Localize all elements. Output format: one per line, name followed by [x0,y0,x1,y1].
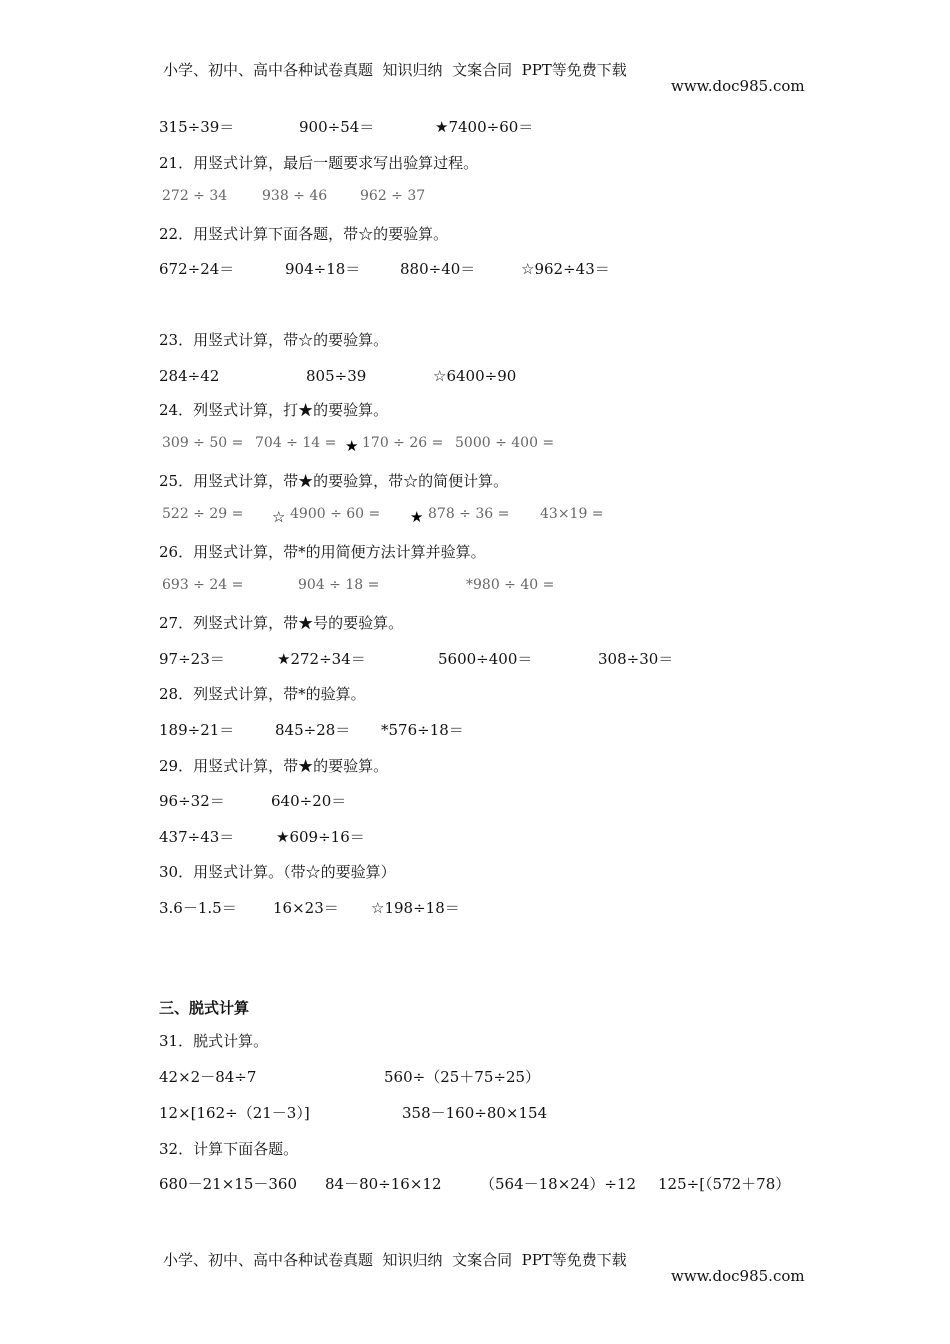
problem: 84－80÷16×12 [325,1175,442,1193]
problem: 880÷40＝ [400,260,476,278]
problem: 640÷20＝ [271,792,347,810]
problem: 315÷39＝ [159,118,235,136]
problem: *576÷18＝ [381,721,464,739]
problem: ☆6400÷90 [433,367,517,385]
problem: 4900 ÷ 60 = [290,506,381,522]
problem: 272 ÷ 34 [162,188,228,204]
question-21-title: 21．用竖式计算，最后一题要求写出验算过程。 [159,154,479,172]
problem: ☆962÷43＝ [521,260,610,278]
problem: 12×[162÷（21－3）] [159,1104,310,1122]
problem: 308÷30＝ [598,650,674,668]
question-30-title: 30．用竖式计算。（带☆的要验算） [159,863,396,881]
problem: ★609÷16＝ [276,828,365,846]
question-31-title: 31．脱式计算。 [159,1032,269,1050]
problem: 704 ÷ 14 = [255,435,337,451]
question-27-title: 27．列竖式计算，带★号的要验算。 [159,614,404,632]
problem: 97÷23＝ [159,650,225,668]
problem: 358－160÷80×154 [402,1104,548,1122]
problem: 805÷39 [306,367,367,385]
question-28-title: 28．列竖式计算，带*的验算。 [159,685,366,703]
problem: 900÷54＝ [299,118,375,136]
page-header [0,41,950,95]
problem: 437÷43＝ [159,828,235,846]
problem: 693 ÷ 24 = [162,577,244,593]
problem: 125÷[（572＋78） [658,1175,791,1193]
problem: 309 ÷ 50 = [162,435,244,451]
question-32-title: 32．计算下面各题。 [159,1140,299,1158]
question-23-title: 23．用竖式计算，带☆的要验算。 [159,331,389,349]
black-star-icon: ★ [345,437,359,455]
section-title: 三、脱式计算 [159,999,250,1017]
footer-text: 小学、初中、高中各种试卷真题 知识归纳 文案合同 PPT等免费下载 [163,1251,627,1269]
problem: 522 ÷ 29 = [162,506,244,522]
problem: 5000 ÷ 400 = [455,435,555,451]
problem: （564－18×24）÷12 [480,1175,637,1193]
question-22-title: 22．用竖式计算下面各题，带☆的要验算。 [159,225,449,243]
white-star-icon: ☆ [272,508,286,526]
problem: 284÷42 [159,367,220,385]
black-star-icon: ★ [410,508,424,526]
problem: 170 ÷ 26 = [362,435,444,451]
header-url: www.doc985.com [671,77,805,95]
problem: 938 ÷ 46 [262,188,328,204]
problem: 845÷28＝ [275,721,351,739]
problem: 904 ÷ 18 = [298,577,380,593]
question-25-title: 25．用竖式计算，带★的要验算，带☆的简便计算。 [159,472,509,490]
problem: ★7400÷60＝ [435,118,534,136]
problem: 680－21×15－360 [159,1175,298,1193]
problem: 43×19 = [540,506,604,522]
problem: 42×2－84÷7 [159,1068,257,1086]
header-text: 小学、初中、高中各种试卷真题 知识归纳 文案合同 PPT等免费下载 [163,61,627,79]
problem: 962 ÷ 37 [360,188,426,204]
question-29-title: 29．用竖式计算，带★的要验算。 [159,757,389,775]
problem: 904÷18＝ [285,260,361,278]
problem: 16×23＝ [273,899,339,917]
problem: 96÷32＝ [159,792,225,810]
problem: 3.6－1.5＝ [159,899,237,917]
question-26-title: 26．用竖式计算，带*的用简便方法计算并验算。 [159,543,486,561]
problem: 878 ÷ 36 = [428,506,510,522]
problem: 560÷（25＋75÷25） [384,1068,541,1086]
question-24-title: 24．列竖式计算，打★的要验算。 [159,401,389,419]
problem: 189÷21＝ [159,721,235,739]
problem: ★272÷34＝ [277,650,366,668]
page-footer [0,1231,950,1285]
problem: 672÷24＝ [159,260,235,278]
footer-url: www.doc985.com [671,1267,805,1285]
problem: 5600÷400＝ [438,650,533,668]
problem: ☆198÷18＝ [371,899,460,917]
problem: *980 ÷ 40 = [466,577,555,593]
